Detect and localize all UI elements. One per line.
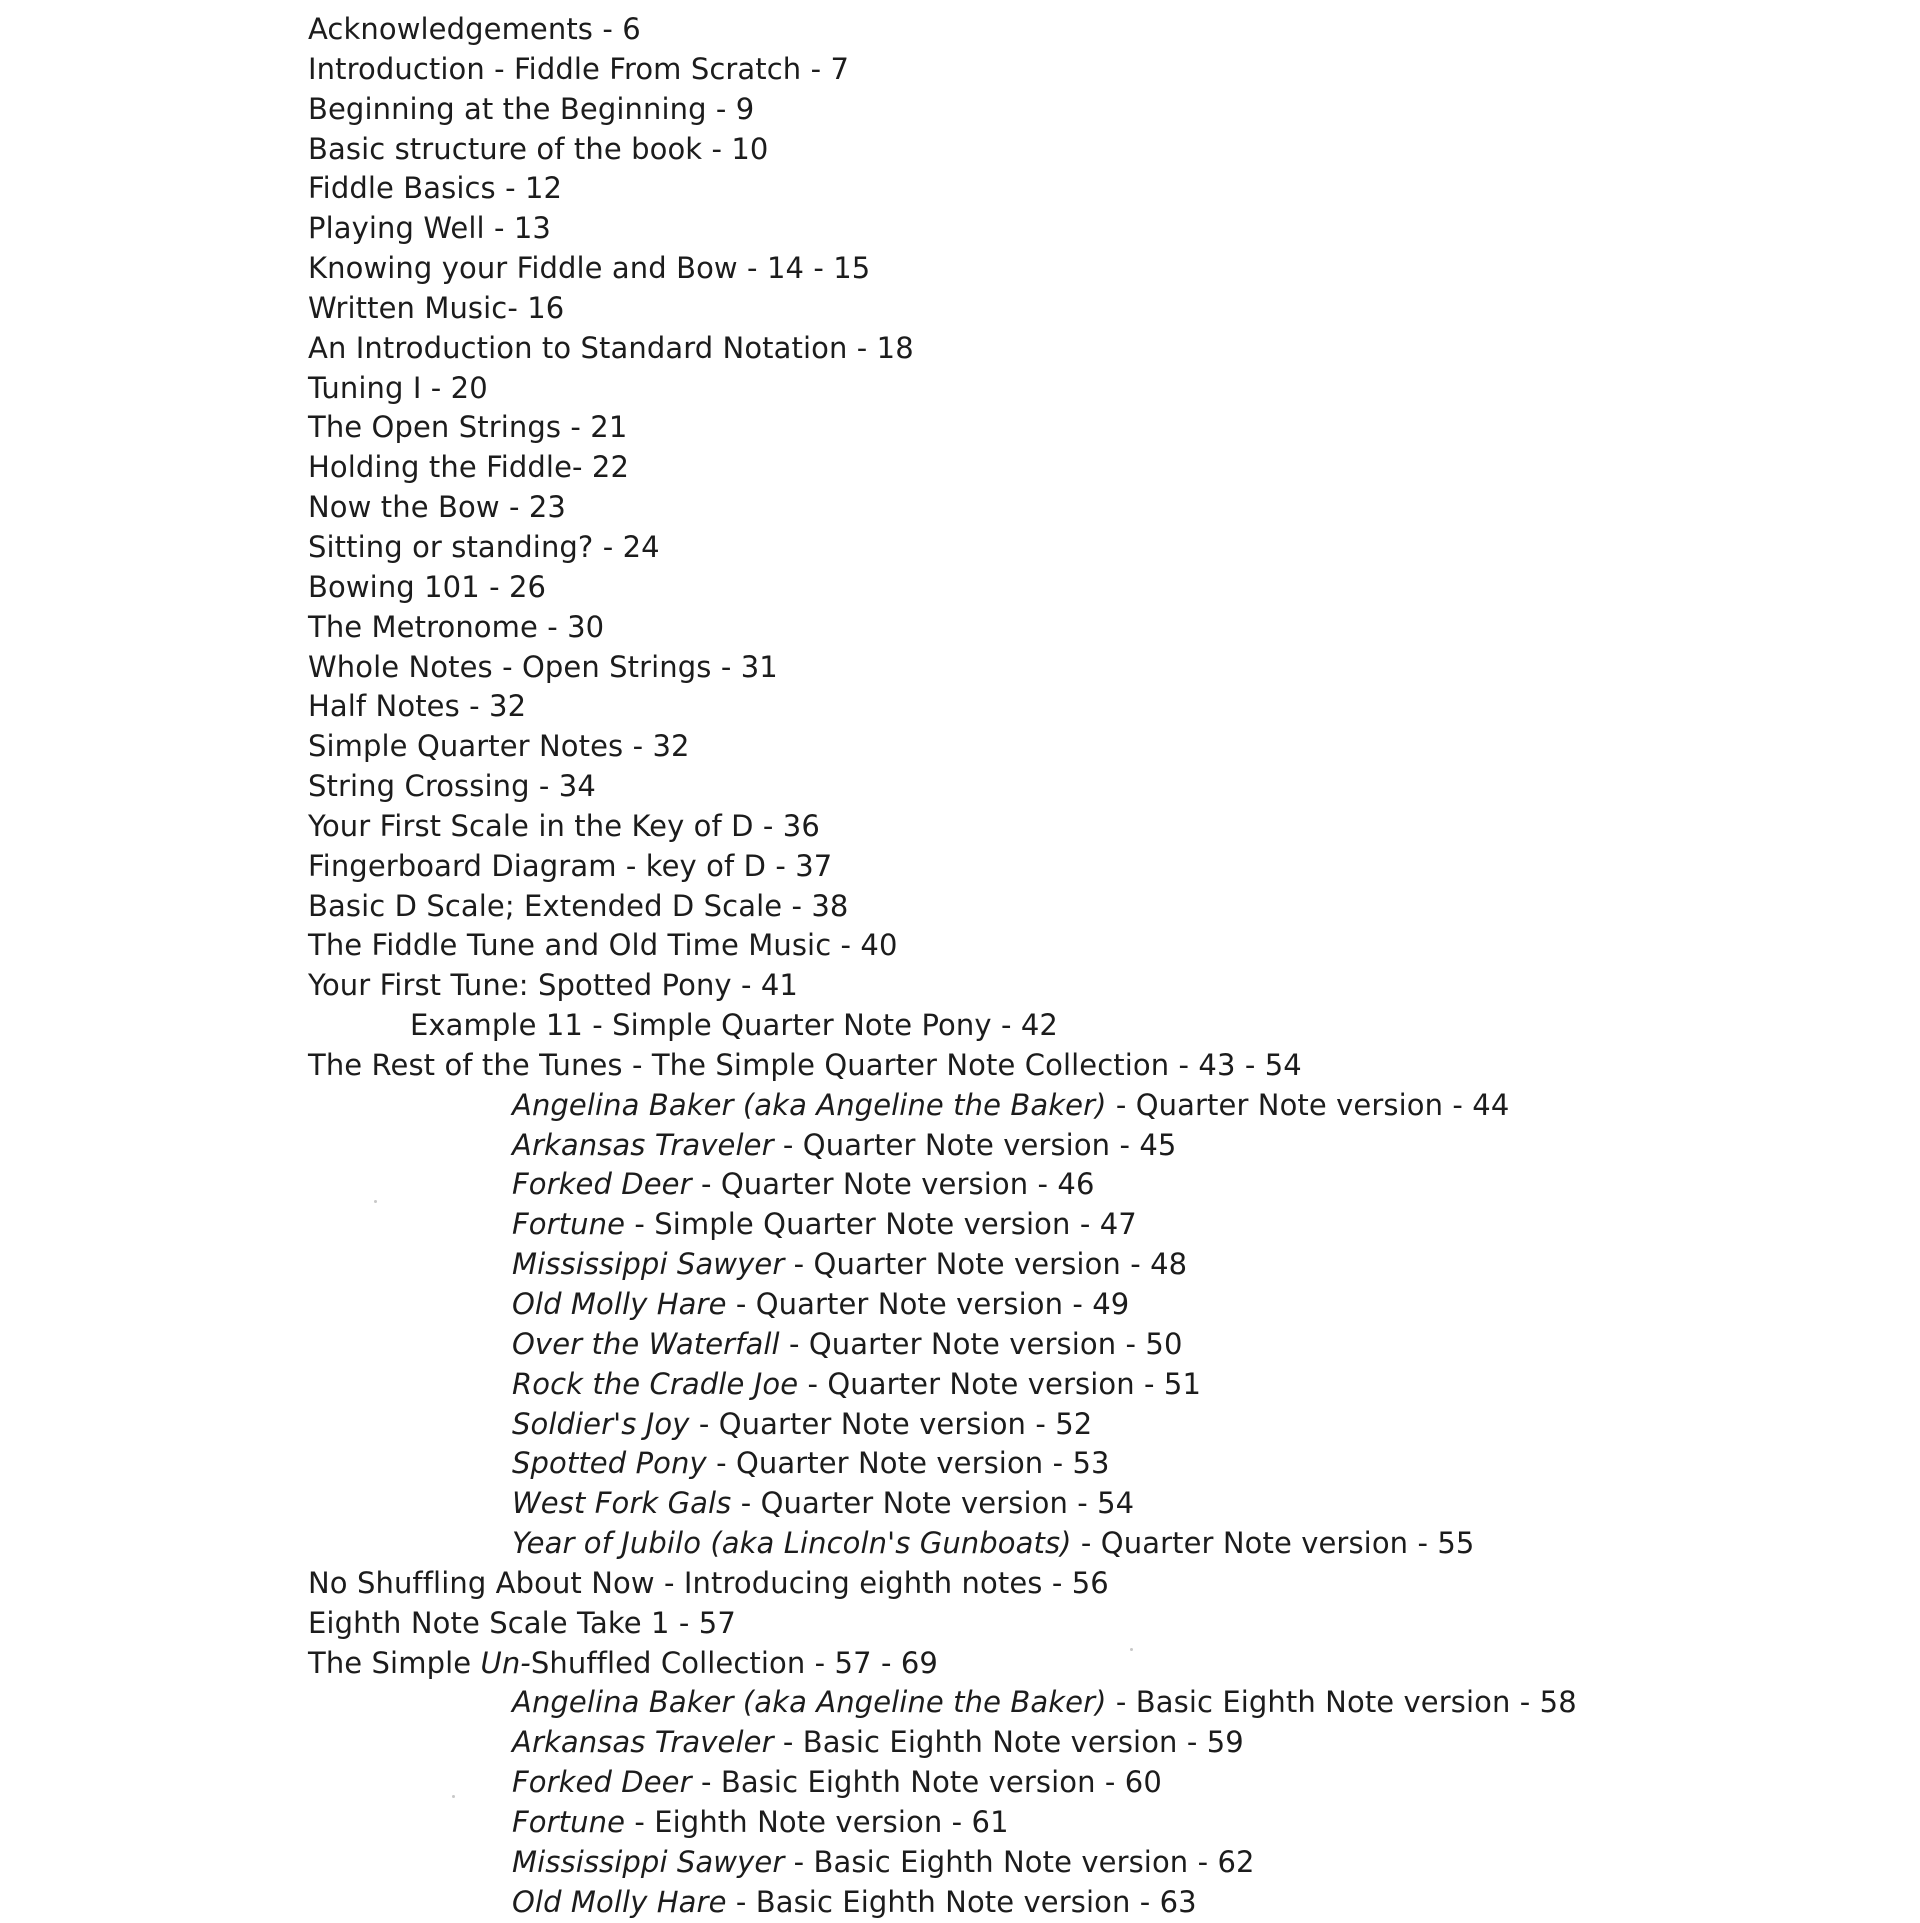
tune-title: Angelina Baker (aka Angeline the Baker) (512, 1685, 1107, 1720)
tune-title: Old Molly Hare (512, 1884, 727, 1919)
tune-title: Arkansas Traveler (512, 1127, 774, 1162)
toc-entry-text: Fingerboard Diagram - key of D - 37 (308, 848, 833, 883)
tune-version: - Quarter Note version - 54 (731, 1486, 1135, 1521)
toc-tune-entry (308, 1763, 1577, 1803)
toc-entry (308, 10, 1577, 50)
toc-entry (308, 249, 1577, 289)
tune-version: - Quarter Note version - 51 (798, 1366, 1202, 1401)
toc-entry-text: No Shuffling About Now - Introducing eighth notes - 56 (308, 1565, 1109, 1600)
toc-entry-text: Now the Bow - 23 (308, 490, 566, 525)
tune-version: - Basic Eighth Note version - 63 (726, 1884, 1197, 1919)
toc-entry-text: An Introduction to Standard Notation - 18 (308, 330, 914, 365)
toc-tune-entry (308, 1165, 1577, 1205)
toc-entry (308, 1564, 1577, 1604)
tune-title: Spotted Pony (512, 1446, 707, 1481)
toc-entry (308, 1644, 1577, 1684)
toc-entry (308, 568, 1577, 608)
scan-speck (452, 1795, 455, 1798)
tune-version: - Quarter Note version - 48 (784, 1247, 1188, 1282)
tune-title: Fortune (512, 1207, 626, 1242)
toc-entry-text: Written Music- 16 (308, 290, 565, 325)
toc-entry-text: Introduction - Fiddle From Scratch - 7 (308, 51, 850, 86)
toc-entry-suffix: Shuffled Collection - 57 - 69 (530, 1645, 938, 1680)
toc-entry (308, 329, 1577, 369)
toc-entry-text: The Open Strings - 21 (308, 410, 628, 445)
toc-tune-entry (308, 1524, 1577, 1564)
toc-entry (308, 528, 1577, 568)
toc-tune-entry (308, 1126, 1577, 1166)
tune-version: - Quarter Note version - 53 (706, 1446, 1110, 1481)
tune-title: Fortune (512, 1804, 626, 1839)
toc-tune-entry (308, 1245, 1577, 1285)
toc-tune-entry (308, 1086, 1577, 1126)
tune-title: Arkansas Traveler (512, 1725, 774, 1760)
tune-version: - Quarter Note version - 46 (691, 1167, 1095, 1202)
tune-version: - Basic Eighth Note version - 60 (691, 1765, 1162, 1800)
toc-entry-text: The Fiddle Tune and Old Time Music - 40 (308, 928, 898, 963)
toc-entry (308, 648, 1577, 688)
toc-entry (308, 50, 1577, 90)
toc-entry (308, 887, 1577, 927)
tune-title: Angelina Baker (aka Angeline the Baker) (512, 1087, 1107, 1122)
toc-entry-text: Your First Tune: Spotted Pony - 41 (308, 968, 798, 1003)
toc-tune-entry (308, 1444, 1577, 1484)
toc-entry-text: Basic structure of the book - 10 (308, 131, 769, 166)
toc-entry (308, 608, 1577, 648)
toc-entry-text: Acknowledgements - 6 (308, 12, 641, 46)
toc-entry (308, 687, 1577, 727)
tune-title: Rock the Cradle Joe (512, 1366, 799, 1401)
scan-speck (1130, 1648, 1133, 1651)
toc-tune-entry (308, 1803, 1577, 1843)
tune-title: Soldier's Joy (512, 1406, 690, 1441)
toc-tune-entry (308, 1723, 1577, 1763)
toc-entry (308, 847, 1577, 887)
toc-tune-entry (308, 1325, 1577, 1365)
toc-entry-text: Whole Notes - Open Strings - 31 (308, 649, 778, 684)
toc-entry (308, 488, 1577, 528)
tune-title: West Fork Gals (512, 1486, 732, 1521)
tune-title: Year of Jubilo (aka Lincoln's Gunboats) (512, 1526, 1072, 1561)
toc-entry (308, 408, 1577, 448)
toc-entry-text: Fiddle Basics - 12 (308, 171, 563, 206)
tune-version: - Eighth Note version - 61 (625, 1804, 1009, 1839)
tune-version: - Basic Eighth Note version - 58 (1106, 1685, 1577, 1720)
toc-entry-prefix: The Simple (308, 1645, 481, 1680)
toc-entry (308, 369, 1577, 409)
tune-version: - Quarter Note version - 55 (1071, 1526, 1475, 1561)
scan-speck (374, 1200, 377, 1203)
toc-tune-entry (308, 1683, 1577, 1723)
toc-entry (308, 448, 1577, 488)
toc-entry (308, 209, 1577, 249)
toc-entry-text: Tuning I - 20 (308, 370, 488, 405)
toc-entry-text: Your First Scale in the Key of D - 36 (308, 808, 820, 843)
toc-entry-text: Knowing your Fiddle and Bow - 14 - 15 (308, 251, 871, 286)
tune-version: - Quarter Note version - 49 (726, 1287, 1130, 1321)
table-of-contents (308, 10, 1577, 1923)
toc-entry-text: The Metronome - 30 (308, 609, 605, 644)
toc-tune-entry (308, 1365, 1577, 1405)
toc-entry (308, 169, 1577, 209)
toc-entry-text: Simple Quarter Notes - 32 (308, 729, 690, 764)
toc-entry-text: Sitting or standing? - 24 (308, 529, 660, 564)
tune-title: Forked Deer (512, 1765, 692, 1800)
tune-version: - Quarter Note version - 50 (779, 1326, 1183, 1361)
toc-entry (308, 1604, 1577, 1644)
tune-version: - Basic Eighth Note version - 59 (773, 1725, 1244, 1760)
toc-entry (308, 130, 1577, 170)
toc-tune-entry (308, 1405, 1577, 1445)
toc-tune-entry (308, 1843, 1577, 1883)
toc-entry-text: Playing Well - 13 (308, 211, 551, 246)
toc-entry-text: String Crossing - 34 (308, 769, 596, 804)
tune-version: - Basic Eighth Note version - 62 (784, 1844, 1255, 1879)
tune-title: Over the Waterfall (512, 1326, 780, 1361)
toc-entry (308, 966, 1577, 1006)
toc-entry (308, 926, 1577, 966)
tune-version: - Quarter Note version - 45 (773, 1127, 1177, 1162)
tune-title: Mississippi Sawyer (512, 1247, 785, 1282)
tune-title: Forked Deer (512, 1167, 692, 1202)
toc-tune-entry (308, 1883, 1577, 1923)
toc-entry (308, 807, 1577, 847)
toc-entry-text: Holding the Fiddle- 22 (308, 450, 630, 485)
toc-entry-text: Eighth Note Scale Take 1 - 57 (308, 1605, 736, 1640)
tune-version: - Quarter Note version - 52 (689, 1406, 1093, 1441)
toc-tune-entry (308, 1205, 1577, 1245)
toc-entry (308, 90, 1577, 130)
toc-entry-text: Example 11 - Simple Quarter Note Pony - 42 (410, 1008, 1058, 1043)
toc-entry (308, 289, 1577, 329)
toc-tune-entry (308, 1285, 1577, 1325)
tune-version: - Simple Quarter Note version - 47 (625, 1207, 1137, 1242)
toc-entry-text: The Rest of the Tunes - The Simple Quarter Note Collection - 43 - 54 (308, 1047, 1302, 1082)
toc-subentry (308, 1006, 1577, 1046)
toc-entry-text: Basic D Scale; Extended D Scale - 38 (308, 888, 849, 923)
toc-entry (308, 1046, 1577, 1086)
toc-entry-text: Beginning at the Beginning - 9 (308, 91, 755, 126)
toc-entry (308, 727, 1577, 767)
tune-title: Old Molly Hare (512, 1287, 727, 1321)
toc-tune-entry (308, 1484, 1577, 1524)
tune-version: - Quarter Note version - 44 (1106, 1087, 1510, 1122)
toc-entry-emphasis: Un- (480, 1645, 531, 1680)
tune-title: Mississippi Sawyer (512, 1844, 785, 1879)
toc-entry (308, 767, 1577, 807)
toc-entry-text: Bowing 101 - 26 (308, 569, 547, 604)
toc-entry-text: Half Notes - 32 (308, 689, 527, 724)
